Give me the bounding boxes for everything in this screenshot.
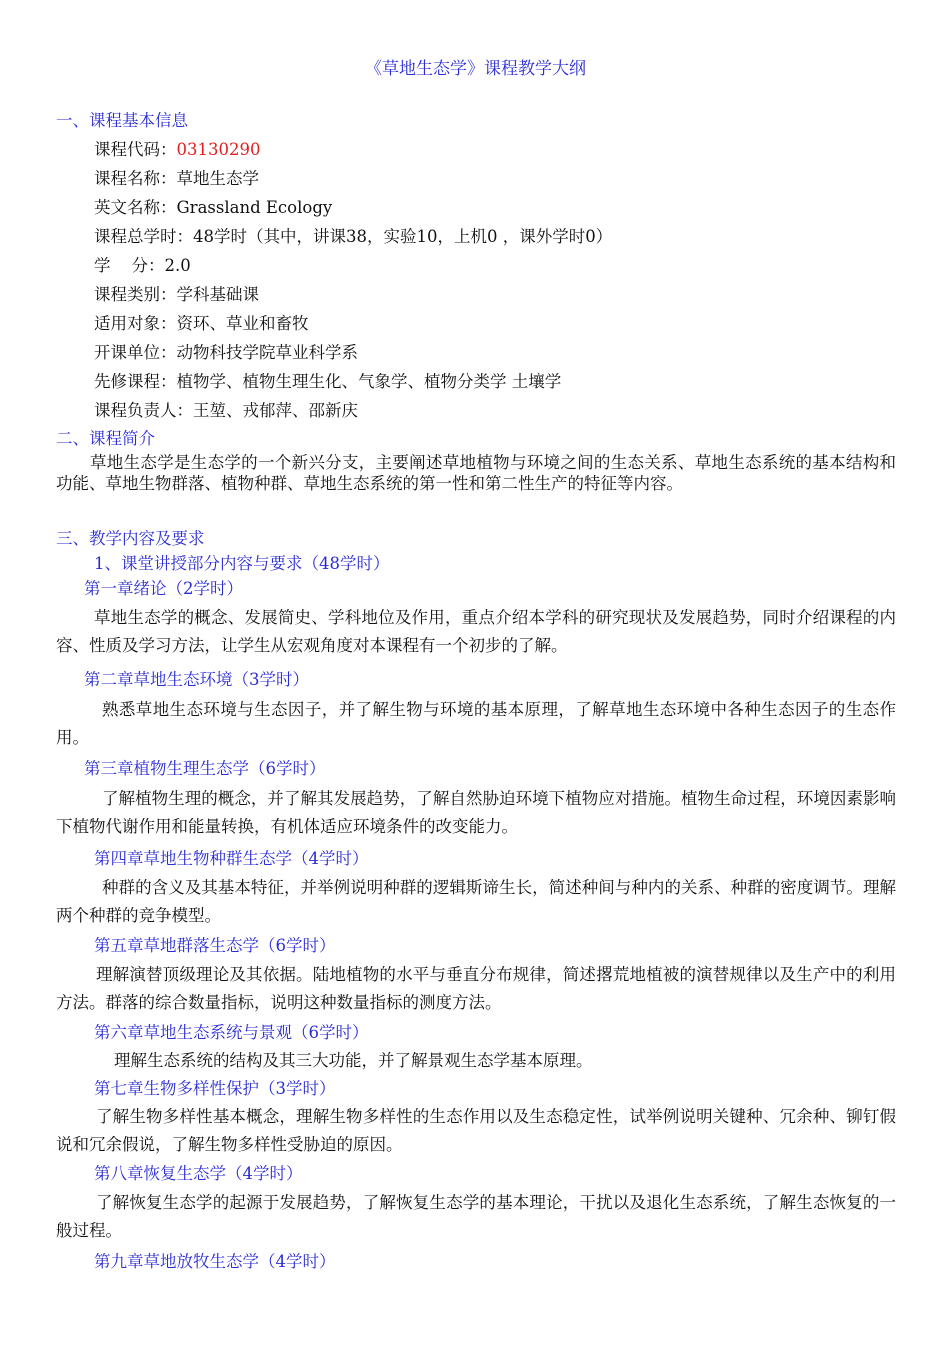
chapter-title: 第五章草地群落生态学（6学时）: [94, 936, 336, 955]
intro-paragraph: 草地生态学是生态学的一个新兴分支，主要阐述草地植物与环境之间的生态关系、草地生态系统的基本结构和功能、草地生物群落、植物种群、草地生态系统的第一性和第二性生产的特征等内容。: [56, 453, 896, 493]
document-title: 《草地生态学》课程教学大纲: [365, 59, 586, 79]
info-row-total-hours: 课程总学时：48学时（其中，讲课38，实验10，上机0 ，课外学时0）: [94, 227, 613, 246]
chapter-title: 第一章绪论（2学时）: [84, 579, 243, 598]
chapter-paragraph: 草地生态学的概念、发展简史、学科地位及作用，重点介绍本学科的研究现状及发展趋势，同时介绍课程的内容、性质及学习方法，让学生从宏观角度对本课程有一个初步的了解。: [56, 608, 896, 655]
chapter-paragraph: 了解植物生理的概念，并了解其发展趋势，了解自然胁迫环境下植物应对措施。植物生命过程，环境因素影响下植物代谢作用和能量转换，有机体适应环境条件的改变能力。: [56, 789, 896, 836]
chapter-title: 第三章植物生理生态学（6学时）: [84, 759, 326, 778]
course-code-label: 课程代码：: [94, 140, 177, 159]
section-heading-intro: 二、课程简介: [56, 429, 155, 448]
info-row-department: 开课单位：动物科技学院草业科学系: [94, 343, 358, 362]
info-row-english-name: 英文名称：Grassland Ecology: [94, 198, 333, 217]
chapter-title: 第二章草地生态环境（3学时）: [84, 670, 309, 689]
info-row-course-type: 课程类别：学科基础课: [94, 285, 259, 304]
info-row-audience: 适用对象：资环、草业和畜牧: [94, 314, 309, 333]
info-row-course-name: 课程名称：草地生态学: [94, 169, 259, 188]
section-heading-basic-info: 一、课程基本信息: [56, 111, 188, 130]
subheading-lectures: 1、课堂讲授部分内容与要求（48学时）: [94, 554, 390, 573]
chapter-title: 第七章生物多样性保护（3学时）: [94, 1079, 336, 1098]
chapter-paragraph: 理解演替顶级理论及其依据。陆地植物的水平与垂直分布规律，简述撂荒地植被的演替规律以及生产中的利用方法。群落的综合数量指标，说明这种数量指标的测度方法。: [56, 965, 896, 1012]
chapter-paragraph: 了解生物多样性基本概念，理解生物多样性的生态作用以及生态稳定性，试举例说明关键种、冗余种、铆钉假说和冗余假说，了解生物多样性受胁迫的原因。: [56, 1107, 896, 1154]
chapter-title: 第六章草地生态系统与景观（6学时）: [94, 1023, 369, 1042]
info-row-course-code: [94, 139, 260, 161]
chapter-paragraph: 熟悉草地生态环境与生态因子，并了解生物与环境的基本原理，了解草地生态环境中各种生态因子的生态作用。: [56, 700, 896, 747]
chapter-paragraph: 种群的含义及其基本特征，并举例说明种群的逻辑斯谛生长，简述种间与种内的关系、种群的密度调节。理解两个种群的竞争模型。: [56, 878, 896, 925]
chapter-title: 第四章草地生物种群生态学（4学时）: [94, 849, 369, 868]
info-row-instructors: 课程负责人：王堃、戎郁萍、邵新庆: [94, 401, 358, 420]
chapter-title: 第九章草地放牧生态学（4学时）: [94, 1252, 336, 1271]
chapter-title: 第八章恢复生态学（4学时）: [94, 1164, 303, 1183]
info-row-prerequisites: 先修课程：植物学、植物生理生化、气象学、植物分类学 土壤学: [94, 372, 562, 391]
course-code-value: 03130290: [176, 140, 261, 159]
chapter-paragraph: 了解恢复生态学的起源于发展趋势，了解恢复生态学的基本理论，干扰以及退化生态系统，了解生态恢复的一般过程。: [56, 1193, 896, 1240]
info-row-credits: 学 分：2.0: [94, 256, 191, 275]
section-heading-content: 三、教学内容及要求: [56, 529, 205, 548]
chapter-paragraph: 理解生态系统的结构及其三大功能，并了解景观生态学基本原理。: [114, 1051, 593, 1070]
